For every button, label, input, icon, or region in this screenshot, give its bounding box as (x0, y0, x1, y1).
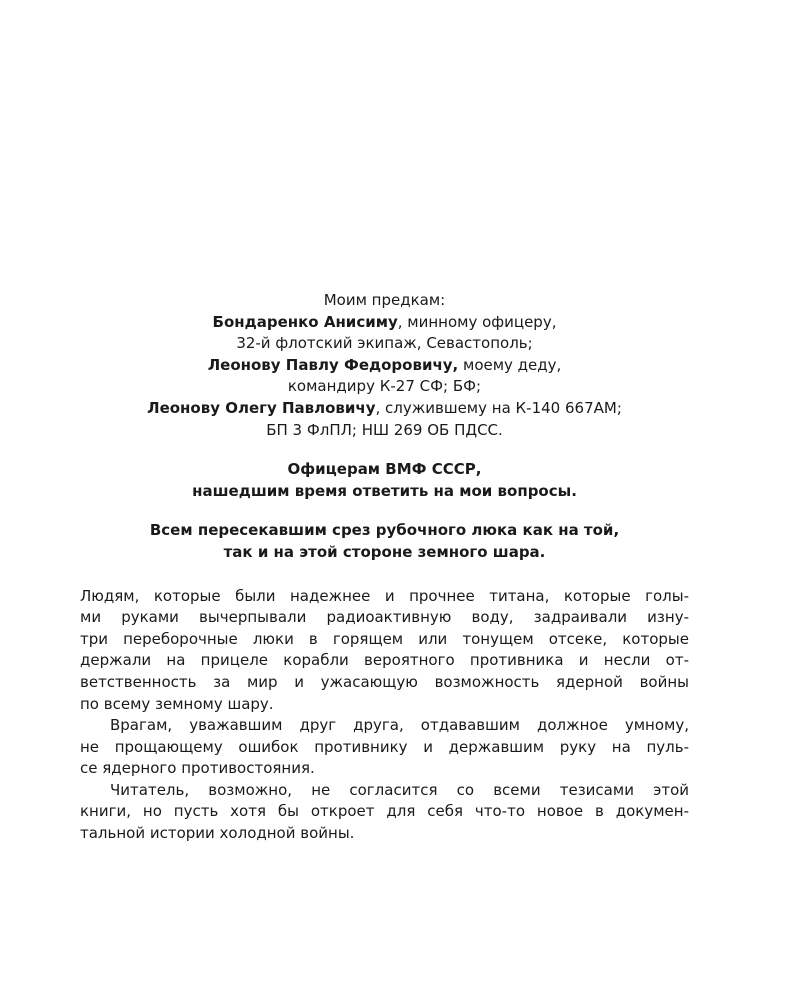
officers-line-1: Офицерам ВМФ СССР, (287, 460, 482, 479)
book-dedication-page (80, 290, 689, 845)
dedication-block (80, 290, 689, 441)
paragraph-line: Читатель, возможно, не согласится со всеми тезисами этой (110, 780, 689, 799)
crossers-dedication (80, 520, 689, 563)
paragraph-reader (80, 780, 689, 845)
spacer (80, 564, 689, 586)
dedication-person-2 (80, 355, 689, 377)
person-1-name: Бондаренко Анисиму (212, 312, 398, 331)
person-2-desc: моему деду, (458, 355, 562, 374)
paragraph-line: три переборочные люки в горящем или тонущем отсеке, которые (80, 629, 689, 648)
paragraph-line: Врагам, уважавшим друг друга, отдававшим должное умному, (110, 716, 689, 735)
paragraph-line: се ядерного противостояния. (80, 759, 315, 778)
dedication-person-3 (80, 398, 689, 420)
paragraph-line: по всему земному шару. (80, 694, 274, 713)
officers-dedication (80, 459, 689, 502)
paragraph-people (80, 586, 689, 716)
dedication-person-1 (80, 312, 689, 334)
spacer (80, 502, 689, 520)
person-3-name: Леонову Олегу Павловичу (147, 398, 376, 417)
person-1-desc: , минному офицеру, (397, 312, 557, 331)
spacer (80, 441, 689, 459)
paragraph-line: ми руками вычерпывали радиоактивную воду, задраивали изну- (80, 608, 689, 627)
paragraph-line: держали на прицеле корабли вероятного противника и несли от- (80, 651, 689, 670)
crossers-line-1: Всем пересекавшим срез рубочного люка как на той, (149, 521, 620, 540)
crossers-line-2: так и на этой стороне земного шара. (223, 542, 546, 561)
paragraph-line: ветственность за мир и ужасающую возможность ядерной войны (80, 672, 689, 691)
person-2-detail: командиру К-27 СФ; БФ; (287, 377, 482, 396)
person-3-detail: БП 3 ФлПЛ; НШ 269 ОБ ПДСС. (266, 420, 503, 439)
paragraph-line: книги, но пусть хотя бы откроет для себя что-то новое в докумен- (80, 802, 689, 821)
officers-line-2: нашедшим время ответить на мои вопросы. (192, 481, 577, 500)
person-3-desc: , служившему на К-140 667АМ; (375, 398, 622, 417)
paragraph-line: не прощающему ошибок противнику и державшим руку на пуль- (80, 737, 689, 756)
person-2-name: Леонову Павлу Федоровичу, (207, 355, 459, 374)
paragraph-line: тальной истории холодной войны. (80, 824, 355, 843)
dedication-intro: Моим предкам: (323, 291, 446, 309)
paragraph-enemies (80, 715, 689, 780)
paragraph-line: Людям, которые были надежнее и прочнее титана, которые голы- (80, 586, 689, 605)
person-1-detail: 32-й флотский экипаж, Севастополь; (236, 334, 533, 353)
